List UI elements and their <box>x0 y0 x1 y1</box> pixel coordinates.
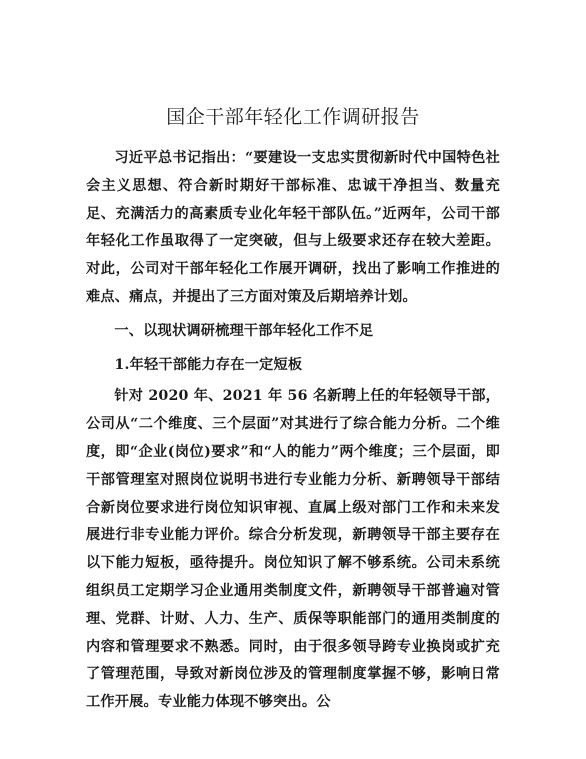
document-title: 国企干部年轻化工作调研报告 <box>166 106 420 128</box>
intro-paragraph: 习近平总书记指出：“要建设一支忠实贯彻新时代中国特色社会主义思想、符合新时期好干部标准、忠诚干净担当、数量充足、充满活力的高素质专业化年轻干部队伍。”近两年，公司干部年轻化工作虽取得了一定突破，但与上级要求还存在较大差距。对此，公司对干部年轻化工作展开调研，找出了影响工作推进的难点、痛点，并提出了三方面对策及后期培养计划。 <box>86 150 500 305</box>
body-paragraph: 针对 2020 年、2021 年 56 名新聘上任的年轻领导干部，公司从“二个维度、三个层面”对其进行了综合能力分析。二个维度，即“企业(岗位)要求”和“人的能力”两个维度；三个层面，即干部管理室对照岗位说明书进行专业能力分析、新聘领导干部结合新岗位要求进行岗位知识审视、直属上级对部门工作和未来发展进行非专业能力评价。综合分析发现，新聘领导干部主要存在以下能力短板，亟待提升。岗位知识了解不够系统。公司未系统组织员工定期学习企业通用类制度文件，新聘领导干部普遍对管理、党群、计财、人力、生产、质保等职能部门的通用类制度的内容和管理要求不熟悉。同时，由于很多领导跨专业换岗或扩充了管理范围，导致对新岗位涉及的管理制度掌握不够，影响日常工作开展。专业能力体现不够突出。公 <box>86 388 500 711</box>
subsection-heading: 1.年轻干部能力存在一定短板 <box>114 356 303 373</box>
section-heading: 一、以现状调研梳理干部年轻化工作不足 <box>114 322 374 339</box>
